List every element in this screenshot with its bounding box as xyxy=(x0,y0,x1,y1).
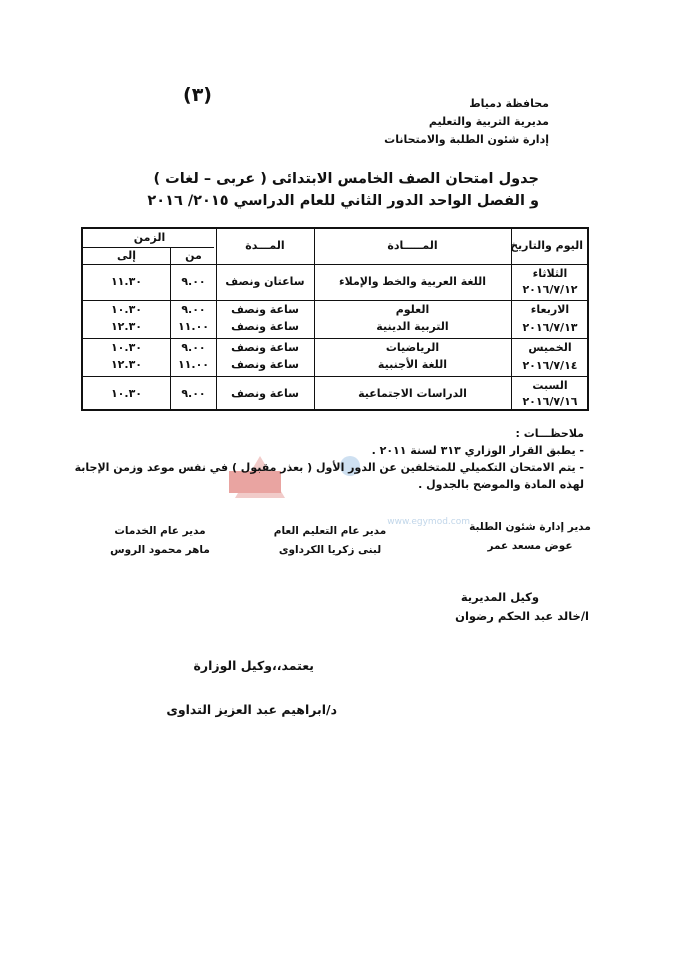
notes-heading: ملاحظـــات : xyxy=(515,427,584,440)
row-from: ١١.٠٠ xyxy=(177,358,210,371)
row-date: ٢٠١٦/٧/١٢ xyxy=(522,283,578,296)
row-date: ٢٠١٦/٧/١٦ xyxy=(522,395,578,408)
row-subject: الدراسات الاجتماعية xyxy=(358,387,467,400)
header-subject: المـــــادة xyxy=(387,239,438,252)
row-duration: ساعة ونصف xyxy=(231,303,299,316)
department-label: إدارة شئون الطلبة والامتحانات xyxy=(384,133,549,146)
sig-deputy-ministry-title: يعتمد،،وكيل الوزارة xyxy=(193,658,314,673)
document-title: جدول امتحان الصف الخامس الابتدائى ( عربى – لغات ) xyxy=(153,171,539,187)
page-number: (٣) xyxy=(183,84,212,106)
row-to: ١٢.٣٠ xyxy=(110,320,143,333)
header-from: من xyxy=(185,249,202,262)
row-date: ٢٠١٦/٧/١٣ xyxy=(522,321,578,334)
sig-services-name: ماهر محمود الروس xyxy=(110,544,210,556)
row-subject: اللغة العربية والخط والإملاء xyxy=(338,275,487,288)
sig-services-title: مدير عام الخدمات xyxy=(114,525,206,537)
sig-deputy-ministry-name: د/ابراهيم عبد العزيز التداوى xyxy=(166,702,337,717)
row-from: ١١.٠٠ xyxy=(177,320,210,333)
row-duration: ساعة ونصف xyxy=(231,358,299,371)
row-from: ٩.٠٠ xyxy=(181,341,206,354)
row-date: ٢٠١٦/٧/١٤ xyxy=(522,359,578,372)
row-to: ١٢.٣٠ xyxy=(110,358,143,371)
sig-general-education-name: لبنى زكريا الكرداوى xyxy=(278,544,382,556)
row-subject: التربية الدينية xyxy=(376,320,449,333)
row-to: ١٠.٣٠ xyxy=(110,303,143,316)
row-subject: اللغة الأجنبية xyxy=(377,358,448,371)
directorate-label: مديرية التربية والتعليم xyxy=(428,115,549,128)
row-duration: ساعة ونصف xyxy=(231,341,299,354)
document-subtitle: و الفصل الواحد الدور الثاني للعام الدراسي ٢٠١٥/ ٢٠١٦ xyxy=(147,193,539,209)
sig-deputy-directorate-name: ا/خالد عبد الحكم رضوان xyxy=(455,609,589,623)
governorate-label: محافظة دمياط xyxy=(469,97,549,110)
header-to: إلى xyxy=(116,249,137,262)
header-duration: المـــدة xyxy=(245,239,285,252)
watermark-banner xyxy=(229,471,281,493)
sig-students-affairs-name: عوض مسعد عمر xyxy=(487,540,573,552)
watermark-url: www.egymod.com xyxy=(387,517,470,527)
exam-schedule-table xyxy=(81,227,589,411)
sig-deputy-directorate-title: وكيل المديرية xyxy=(460,590,539,604)
row-from: ٩.٠٠ xyxy=(181,275,206,288)
row-subject: العلوم xyxy=(395,303,430,316)
header-day-date: اليوم والتاريخ xyxy=(510,239,583,252)
row-day: الاربعاء xyxy=(530,303,570,316)
row-duration: ساعة ونصف xyxy=(231,320,299,333)
sig-students-affairs-title: مدير إدارة شئون الطلبة xyxy=(469,521,591,533)
note-line-2: - يتم الامتحان التكميلي للمتخلفين عن الدور الأول ( بعذر مقبول ) في نفس موعد وزمن الإجابة xyxy=(74,461,584,474)
row-to: ١١.٣٠ xyxy=(110,275,143,288)
row-subject: الرياضيات xyxy=(385,341,440,354)
row-from: ٩.٠٠ xyxy=(181,387,206,400)
row-from: ٩.٠٠ xyxy=(181,303,206,316)
note-line-3: لهذه المادة والموضح بالجدول . xyxy=(418,478,584,491)
row-day: الثلاثاء xyxy=(532,267,568,280)
row-duration: ساعة ونصف xyxy=(231,387,299,400)
row-duration: ساعتان ونصف xyxy=(225,275,305,288)
sig-general-education-title: مدير عام التعليم العام xyxy=(273,525,387,537)
row-to: ١٠.٣٠ xyxy=(110,387,143,400)
row-day: الخميس xyxy=(528,341,572,354)
row-to: ١٠.٣٠ xyxy=(110,341,143,354)
row-day: السبت xyxy=(532,379,568,392)
header-time: الزمن xyxy=(133,231,166,244)
note-line-1: - يطبق القرار الوزاري ٣١٣ لسنة ٢٠١١ . xyxy=(371,444,584,457)
